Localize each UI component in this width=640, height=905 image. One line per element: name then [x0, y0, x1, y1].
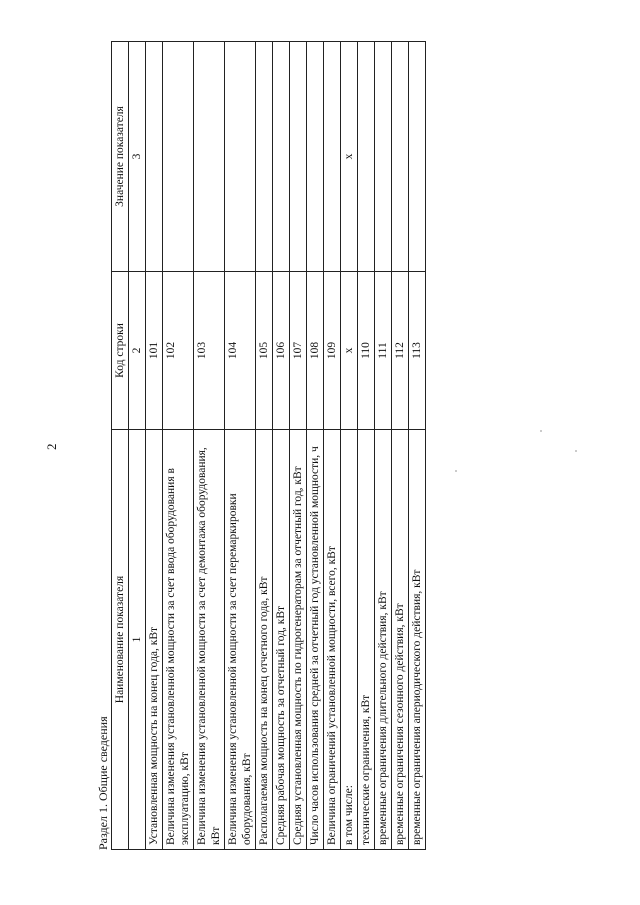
row-value	[358, 42, 375, 272]
row-name: Величина ограничений установленной мощности, всего, кВт	[324, 430, 341, 850]
table-row	[358, 42, 375, 850]
rotated-page-content	[96, 38, 423, 850]
table-row	[341, 42, 358, 850]
table-row	[409, 42, 426, 850]
row-code: 112	[392, 272, 409, 430]
scan-speckle	[540, 430, 542, 432]
row-name: Величина изменения установленной мощности за счет перемаркировки оборудования, кВт	[225, 430, 256, 850]
row-code: 113	[409, 272, 426, 430]
indicators-table	[111, 41, 426, 850]
row-name: временные ограничения длительного действия, кВт	[375, 430, 392, 850]
row-code: 102	[163, 272, 194, 430]
table-row	[225, 42, 256, 850]
row-value: x	[341, 42, 358, 272]
row-name: временные ограничения апериодического действия, кВт	[409, 430, 426, 850]
table-row	[307, 42, 324, 850]
index-cell: 2	[129, 272, 146, 430]
scan-speckle	[455, 470, 457, 472]
table-row	[392, 42, 409, 850]
row-code: 107	[290, 272, 307, 430]
row-name: Средняя установленная мощность по гидрогенераторам за отчетный год, кВт	[290, 430, 307, 850]
row-code: 106	[273, 272, 290, 430]
row-code: 110	[358, 272, 375, 430]
header-name: Наименование показателя	[112, 430, 129, 850]
row-value	[256, 42, 273, 272]
row-value	[392, 42, 409, 272]
row-code: 101	[146, 272, 163, 430]
row-value	[163, 42, 194, 272]
table-row	[324, 42, 341, 850]
row-code: 108	[307, 272, 324, 430]
row-code: x	[341, 272, 358, 430]
header-value: Значение показателя	[112, 42, 129, 272]
row-value	[225, 42, 256, 272]
table-row	[375, 42, 392, 850]
table-row	[290, 42, 307, 850]
row-value	[273, 42, 290, 272]
header-code: Код строки	[112, 272, 129, 430]
row-value	[194, 42, 225, 272]
row-name: Величина изменения установленной мощности за счет ввода оборудования в эксплуатацию, кВт	[163, 430, 194, 850]
index-cell: 1	[129, 430, 146, 850]
row-value	[409, 42, 426, 272]
row-name: Средняя рабочая мощность за отчетный год, кВт	[273, 430, 290, 850]
row-code: 104	[225, 272, 256, 430]
section-title: Раздел 1. Общие сведения	[96, 716, 110, 850]
row-name: технические ограничения, кВт	[358, 430, 375, 850]
row-value	[290, 42, 307, 272]
row-name: Установленная мощность на конец года, кВт	[146, 430, 163, 850]
page-number: 2	[44, 443, 59, 450]
row-name: Располагаемая мощность на конец отчетного года, кВт	[256, 430, 273, 850]
row-code: 103	[194, 272, 225, 430]
row-name: Величина изменения установленной мощности за счет демонтажа оборудования, кВт	[194, 430, 225, 850]
column-index-row	[129, 42, 146, 850]
row-value	[307, 42, 324, 272]
row-value	[375, 42, 392, 272]
table-row	[163, 42, 194, 850]
row-code: 109	[324, 272, 341, 430]
scan-speckle	[575, 450, 577, 452]
table-row	[273, 42, 290, 850]
table-row	[256, 42, 273, 850]
row-name: Число часов использования средней за отчетный год установленной мощности, ч	[307, 430, 324, 850]
row-name: в том числе:	[341, 430, 358, 850]
table-row	[146, 42, 163, 850]
row-name: временные ограничения сезонного действия, кВт	[392, 430, 409, 850]
index-cell: 3	[129, 42, 146, 272]
header-row	[112, 42, 129, 850]
row-code: 105	[256, 272, 273, 430]
row-value	[146, 42, 163, 272]
row-value	[324, 42, 341, 272]
row-code: 111	[375, 272, 392, 430]
table-row	[194, 42, 225, 850]
